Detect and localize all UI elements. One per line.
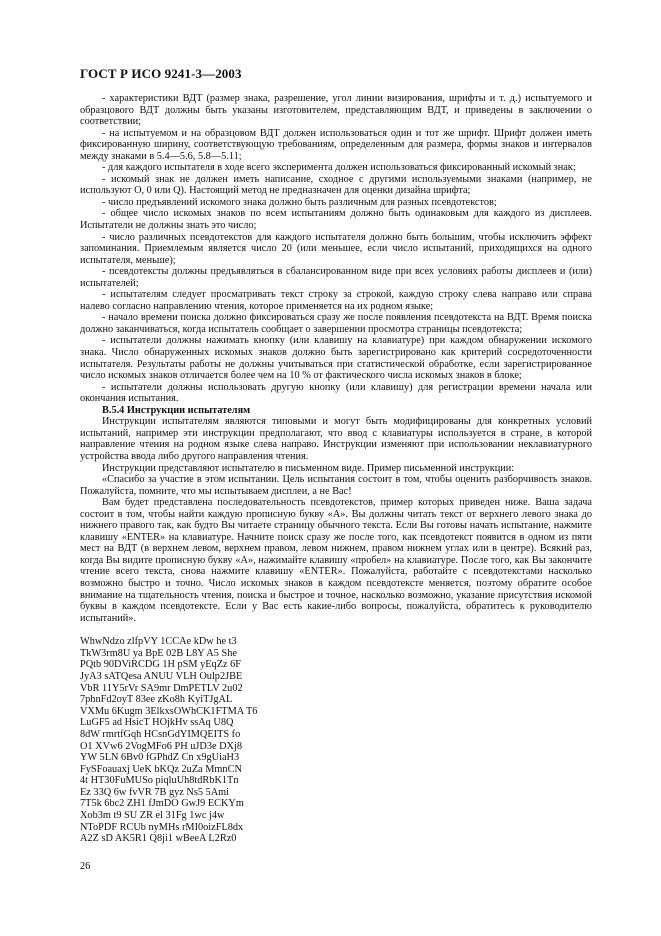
pseudotext-line: TkW3rm8U ya BpE 02B L8Y A5 She — [80, 647, 237, 659]
paragraph: - искомый знак не должен иметь написание, сходное с другими используемыми знаками (например, не используют O, 0 или Q). Настоящий метод не предназначен для оценки дизайна шрифта; — [80, 173, 592, 197]
pseudotext-line: 7T5k 6bc2 ZH1 fJmDO GwJ9 ECKYm — [80, 798, 244, 810]
pseudotext-sample — [80, 636, 592, 845]
paragraph: - испытатели должны использовать другую кнопку (или клавишу) для регистрации времени начала или окончания испытания. — [80, 381, 592, 405]
paragraph: Инструкции испытателям являются типовыми и могут быть модифицированы для конкретных условий испытаний, например эти инструкции предполагают, что ввод с клавиатуры используется в стране, в которой направление чтения на родном языке слева направо. Инструкции изменяют при использовании неклавиатурного устройства ввода либо другого направления чтения. — [80, 416, 592, 462]
section-heading: В.5.4 Инструкции испытателям — [102, 404, 251, 416]
pseudotext-line: FySFoauaxj UeK bKQz 2uZa MmnCN — [80, 763, 242, 775]
pseudotext-line: Ez 33Q 6w fvVR 7B gyz Ns5 5Ami — [80, 786, 230, 798]
paragraph: - псевдотексты должны предъявляться в сбалансированном виде при всех условиях работы дисплеев и (или) испытателей; — [80, 266, 592, 289]
pseudotext-line: VbR 11Y5rVr SA9mr DmPETLV 2u02 — [80, 682, 243, 694]
paragraph: - испытателям следует просматривать текст строку за строкой, каждую строку слева направо или справа налево согласно направлению чтения, которое применяется на их родном языке; — [80, 289, 592, 312]
page-number: 26 — [80, 860, 91, 872]
pseudotext-line: LuGF5 ad HsicT HOjkHv ssAq U8Q — [80, 717, 234, 729]
pseudotext-line: JyA3 sATQesa ANUU VLH Oulp2JBE — [80, 670, 243, 682]
pseudotext-line: O1 XVw6 2VogMFo6 PH uJD3e DXj8 — [80, 740, 242, 752]
paragraph: - испытатели должны нажимать кнопку (или клавишу на клавиатуре) при каждом обнаружении искомого знака. Число обнаруженных искомых знаков должно быть зарегистрировано как критерий сосредоточенности испытателя. Результаты работы не должны учитываться при статистической обработке, если зарегистрированное число искомых знаков отличается более чем на 10 % от фактического числа искомых знаков в блоке; — [80, 335, 592, 382]
paragraph: - число предъявлений искомого знака должно быть различным для разных псевдотекстов; — [102, 196, 497, 208]
pseudotext-line: Xob3m t9 SU ZR el 31Fg 1wc j4w — [80, 810, 225, 822]
document-header: ГОСТ Р ИСО 9241-3—2003 — [80, 66, 242, 81]
pseudotext-line: PQtb 90DViRCDG 1H pSM yEqZz 6F — [80, 659, 241, 671]
paragraph: - начало времени поиска должно фиксироваться сразу же после появления псевдотекста на ВДТ. Время поиска должно заканчиваться, когда испытатель сообщает о завершении просмотра страницы псевдотекста; — [80, 312, 592, 335]
document-body — [80, 93, 592, 624]
pseudotext-line: WhwNdzo zlfpVY 1CCAe kDw he t3 — [80, 636, 237, 648]
pseudotext-line: A2Z sD AK5R1 Q8ji1 wBeeA L2Rz0 — [80, 833, 237, 845]
pseudotext-line: VXMu 6Kugm 3ElkxsOWhCK1FTMA T6 — [80, 705, 258, 717]
pseudotext-line: 7phnFd2oyT 83ee zKo8h KyiTJgAL — [80, 694, 233, 706]
pseudotext-line: YW 5LN 6Bv0 fGPhdZ Cn x9gUiaH3 — [80, 752, 240, 764]
paragraph: Вам будет представлена последовательность псевдотекстов, пример которых приведен ниже. Ваша задача состоит в том, чтобы найти каждую прописную букву «А». Вы должны читать текст от верхнего левого знака до нижнего правого так, как будто Вы читаете страницу обычного текста. Если Вы готовы начать испытание, нажмите клавишу «ENTER» на клавиатуре. Начните поиск сразу же после того, как псевдотекст появится в одном из пяти мест на ВДТ (в верхнем левом, верхнем правом, левом нижнем, правом нижнем углах или в центре). Всякий раз, когда Вы видите прописную букву «А», нажимайте клавишу «пробел» на клавиатуре. После того, как Вы закончите чтение всего текста, снова нажмите клавишу «ENTER». Пожалуйста, работайте с псевдотекстами насколько возможно быстро и точно. Число искомых знаков в каждом псевдотексте меняется, поэтому обратите особое внимание на тщательность чтения, поиска и быстрое и точное, насколько возможно, указание присутствия искомой буквы в каждом псевдотексте. Если у Вас есть какие-либо вопросы, пожалуйста, обратитесь к руководителю испытаний». — [80, 497, 592, 624]
pseudotext-line: NToPDF RCUb nyMHs rMI0oizFL8dx — [80, 821, 244, 833]
paragraph: Инструкции представляют испытателю в письменном виде. Пример письменной инструкции: — [102, 462, 515, 474]
paragraph: - общее число искомых знаков по всем испытаниям должно быть одинаковым для каждого из дисплеев. Испытатели не должны знать это число; — [80, 208, 592, 232]
pseudotext-line: 4t HT30FuMUSo piqluUh8tdRbK1Tn — [80, 775, 239, 787]
paragraph: - на испытуемом и на образцовом ВДТ должен использоваться один и тот же шрифт. Шрифт должен иметь фиксированную ширину, соответствующую требованиям, определенным для размера, формы знаков и интервалов между знаками в 5.4—5.6, 5.8—5.11; — [80, 127, 592, 162]
pseudotext-line: 8dW rmrtfGqh HCsnGdYIMQEITS fo — [80, 728, 241, 740]
paragraph: «Спасибо за участие в этом испытании. Цель испытания состоит в том, чтобы оценить разборчивость знаков. Пожалуйста, помните, что мы испытываем дисплеи, а не Вас! — [80, 474, 592, 497]
paragraph: - характеристики ВДТ (размер знака, разрешение, угол линии визирования, шрифты и т. д.) испытуемого и образцового ВДТ должны быть указаны изготовителем, представляющим ВДТ, и приведены в заключении о соответствии; — [80, 93, 592, 128]
paragraph: - число различных псевдотекстов для каждого испытателя должно быть большим, чтобы исключить эффект запоминания. Приемлемым является число 20 (или меньшее, если число испытаний, приходящихся на одного испытателя, меньше); — [80, 231, 592, 266]
paragraph: - для каждого испытателя в ходе всего эксперимента должен использоваться фиксированный искомый знак; — [102, 162, 576, 174]
